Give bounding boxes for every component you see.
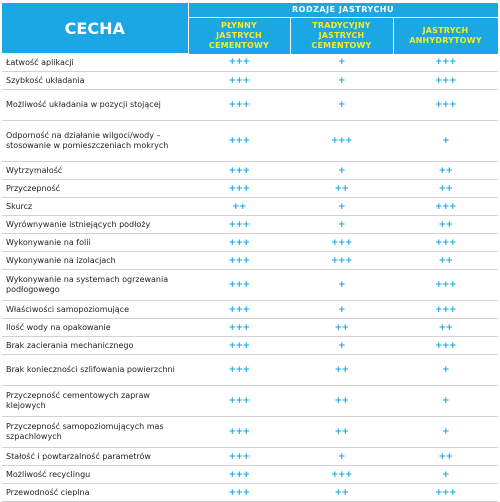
rating-cell: +++ [393, 301, 498, 319]
rating-cell: +++ [393, 198, 498, 216]
rating-cell: +++ [188, 72, 290, 90]
rating-cell: +++ [188, 484, 290, 502]
rating-cell: ++ [290, 319, 393, 337]
table-row [2, 162, 498, 180]
rating-cell: +++ [393, 54, 498, 72]
table-row [2, 319, 498, 337]
table-row [2, 355, 498, 386]
rating-cell: ++ [290, 180, 393, 198]
feature-header: CECHA [2, 3, 188, 54]
rating-cell: +++ [290, 121, 393, 162]
rating-cell: ++ [290, 386, 393, 417]
rating-cell: ++ [393, 180, 498, 198]
comparison-table [2, 2, 499, 502]
rating-cell: +++ [188, 466, 290, 484]
rating-cell: ++ [393, 319, 498, 337]
feature-label: Przewodność cieplna [2, 484, 188, 502]
feature-label: Przyczepność cementowych zapraw klejowych [2, 386, 188, 417]
rating-cell: +++ [188, 54, 290, 72]
rating-cell: ++ [393, 162, 498, 180]
rating-cell: +++ [188, 162, 290, 180]
rating-cell: ++ [393, 216, 498, 234]
rating-cell: + [393, 386, 498, 417]
rating-cell: ++ [290, 355, 393, 386]
rating-cell: +++ [393, 337, 498, 355]
feature-label: Skurcz [2, 198, 188, 216]
table-row [2, 270, 498, 301]
rating-cell: +++ [188, 448, 290, 466]
rating-cell: + [393, 355, 498, 386]
rating-cell: +++ [393, 270, 498, 301]
rating-cell: + [290, 270, 393, 301]
rating-cell: + [290, 448, 393, 466]
feature-label: Możliwość układania w pozycji stojącej [2, 90, 188, 121]
feature-label: Wykonywanie na systemach ogrzewania podłogowego [2, 270, 188, 301]
rating-cell: + [393, 466, 498, 484]
feature-label: Łatwość aplikacji [2, 54, 188, 72]
rating-cell: +++ [188, 252, 290, 270]
rating-cell: + [290, 72, 393, 90]
feature-label: Przyczepność samopoziomujących mas szpachlowych [2, 417, 188, 448]
table-row [2, 121, 498, 162]
rating-cell: +++ [290, 252, 393, 270]
feature-label: Wykonywanie na izolacjach [2, 252, 188, 270]
feature-label: Szybkość układania [2, 72, 188, 90]
rating-cell: ++ [290, 417, 393, 448]
feature-label: Stałość i powtarzalność parametrów [2, 448, 188, 466]
column-header: JASTRYCH ANHYDRYTOWY [393, 17, 498, 54]
table-row [2, 301, 498, 319]
rating-cell: ++ [290, 484, 393, 502]
comparison-table-container [2, 2, 498, 502]
feature-label: Wykonywanie na folii [2, 234, 188, 252]
rating-cell: + [290, 198, 393, 216]
rating-cell: + [393, 121, 498, 162]
rating-cell: +++ [393, 234, 498, 252]
rating-cell: ++ [393, 252, 498, 270]
feature-label: Brak konieczności szlifowania powierzchni [2, 355, 188, 386]
table-row [2, 386, 498, 417]
table-row [2, 54, 498, 72]
table-row [2, 448, 498, 466]
table-row [2, 180, 498, 198]
feature-label: Odporność na działanie wilgoci/wody – stosowanie w pomieszczeniach mokrych [2, 121, 188, 162]
table-row [2, 216, 498, 234]
table-row [2, 234, 498, 252]
rating-cell: + [393, 417, 498, 448]
rating-cell: +++ [393, 72, 498, 90]
column-header: PŁYNNY JASTRYCH CEMENTOWY [188, 17, 290, 54]
rating-cell: + [290, 162, 393, 180]
rating-cell: + [290, 337, 393, 355]
table-row [2, 417, 498, 448]
table-body [2, 54, 498, 502]
rating-cell: +++ [188, 386, 290, 417]
rating-cell: +++ [188, 121, 290, 162]
table-row [2, 466, 498, 484]
table-row [2, 198, 498, 216]
table-row [2, 252, 498, 270]
feature-label: Przyczepność [2, 180, 188, 198]
rating-cell: +++ [188, 270, 290, 301]
rating-cell: + [290, 54, 393, 72]
rating-cell: + [290, 301, 393, 319]
group-header: RODZAJE JASTRYCHU [188, 3, 498, 18]
rating-cell: +++ [188, 417, 290, 448]
rating-cell: +++ [290, 466, 393, 484]
rating-cell: +++ [188, 180, 290, 198]
rating-cell: +++ [188, 216, 290, 234]
rating-cell: +++ [188, 319, 290, 337]
rating-cell: +++ [188, 337, 290, 355]
table-row [2, 72, 498, 90]
rating-cell: + [290, 216, 393, 234]
feature-label: Brak zacierania mechanicznego [2, 337, 188, 355]
rating-cell: +++ [393, 90, 498, 121]
feature-label: Właściwości samopoziomujące [2, 301, 188, 319]
column-header: TRADYCYJNY JASTRYCH CEMENTOWY [290, 17, 393, 54]
feature-label: Możliwość recyclingu [2, 466, 188, 484]
feature-label: Wytrzymałość [2, 162, 188, 180]
rating-cell: ++ [188, 198, 290, 216]
feature-label: Ilość wody na opakowanie [2, 319, 188, 337]
rating-cell: +++ [188, 301, 290, 319]
rating-cell: +++ [393, 484, 498, 502]
table-row [2, 337, 498, 355]
rating-cell: + [290, 90, 393, 121]
table-row [2, 90, 498, 121]
rating-cell: +++ [188, 355, 290, 386]
table-row [2, 484, 498, 502]
rating-cell: +++ [290, 234, 393, 252]
feature-label: Wyrównywanie istniejących podłoży [2, 216, 188, 234]
rating-cell: +++ [188, 234, 290, 252]
rating-cell: +++ [188, 90, 290, 121]
rating-cell: ++ [393, 448, 498, 466]
